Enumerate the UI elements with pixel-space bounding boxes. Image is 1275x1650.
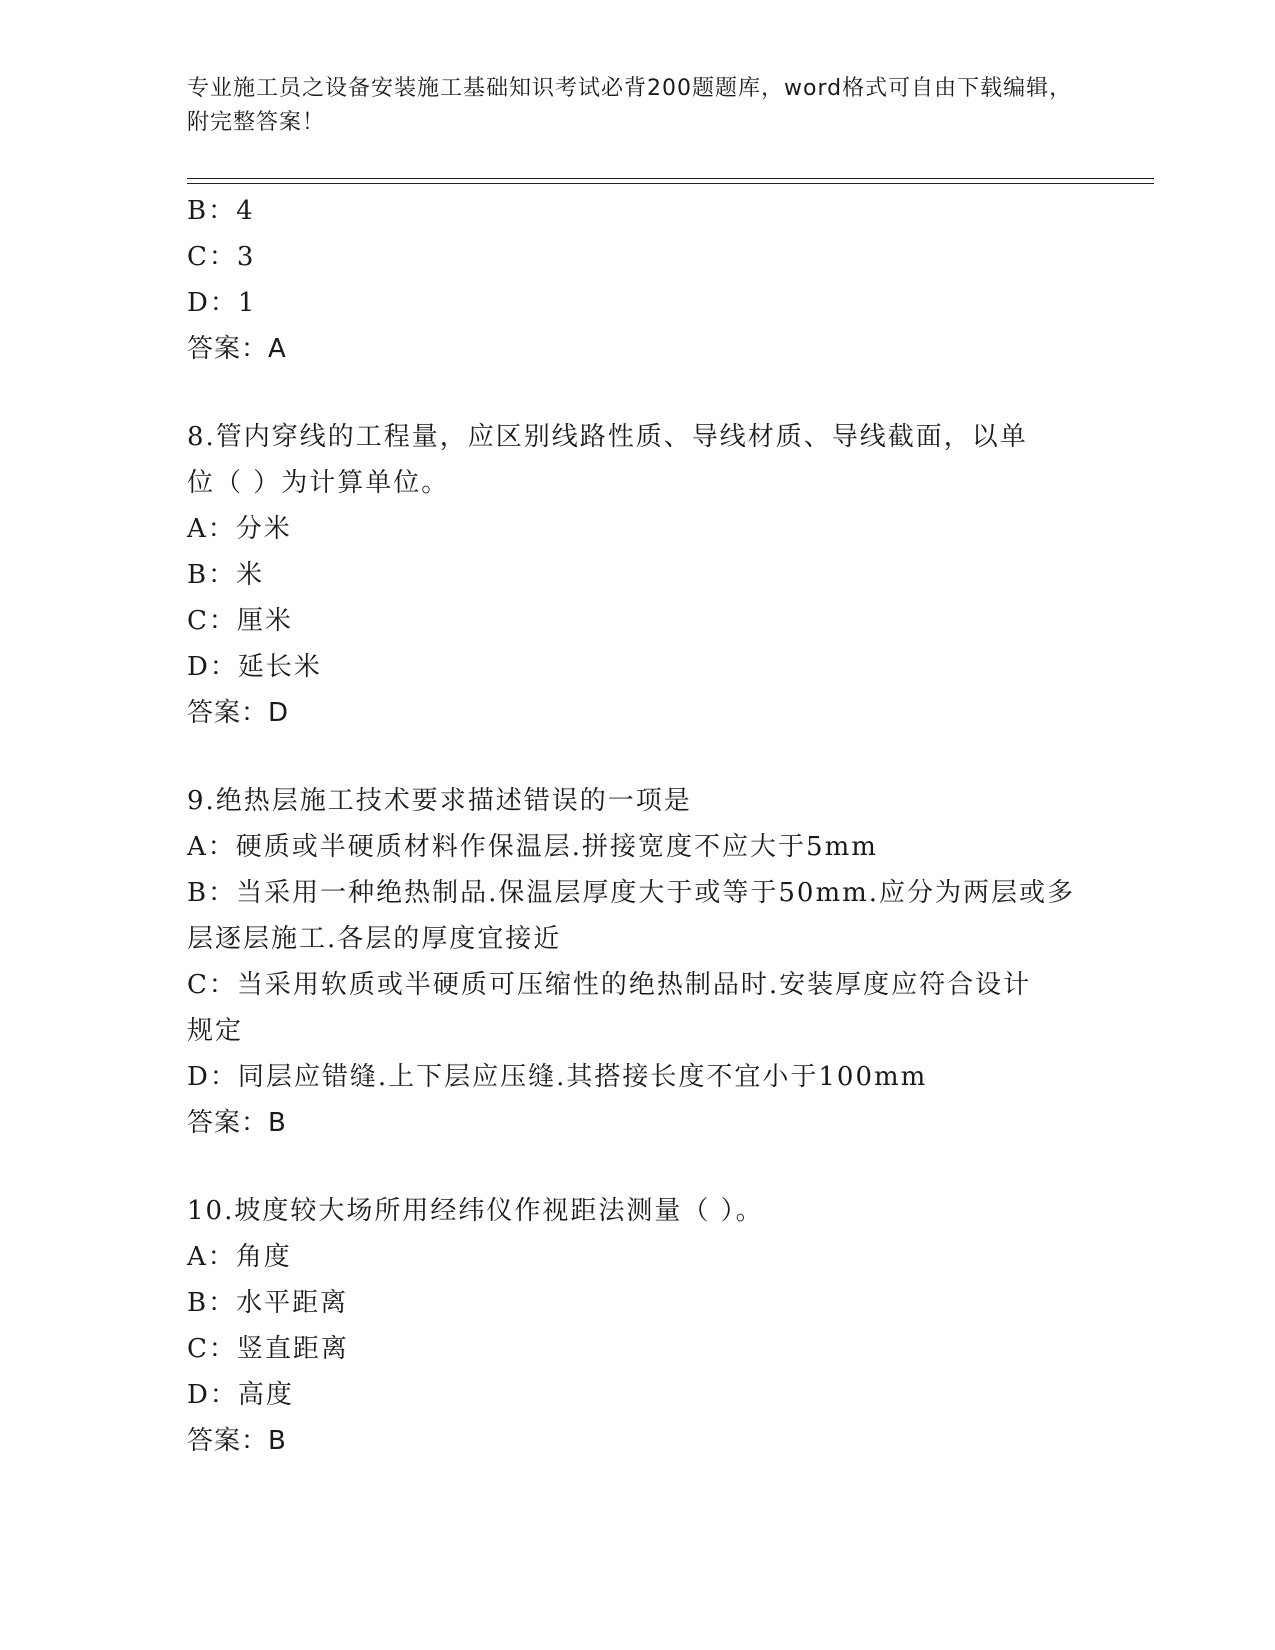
page-header	[187, 72, 1087, 140]
option-b: B：4	[187, 196, 255, 226]
header-rule-top	[187, 178, 1154, 179]
option-c-continued: 规定	[187, 1016, 244, 1046]
option-b: B：米	[187, 560, 265, 590]
answer: 答案：B	[187, 1108, 287, 1138]
question-10	[187, 1188, 1087, 1464]
option-d: D：延长米	[187, 652, 322, 682]
question-8	[187, 414, 1087, 736]
option-d: D：1	[187, 288, 257, 318]
option-d: D：高度	[187, 1380, 294, 1410]
option-c: C：竖直距离	[187, 1334, 349, 1364]
option-b: B：当采用一种绝热制品.保温层厚度大于或等于50mm.应分为两层或多	[187, 878, 1076, 908]
option-a: A：分米	[187, 514, 292, 544]
question-9	[187, 778, 1087, 1146]
header-text: 专业施工员之设备安装施工基础知识考试必背200题题库，word格式可自由下载编辑，附完整答案！	[187, 76, 1073, 135]
option-b-continued: 层逐层施工.各层的厚度宜接近	[187, 924, 562, 954]
option-c: C：厘米	[187, 606, 293, 636]
answer: 答案：B	[187, 1426, 287, 1456]
answer: 答案：A	[187, 334, 287, 364]
option-c: C：当采用软质或半硬质可压缩性的绝热制品时.安装厚度应符合设计	[187, 970, 1032, 1000]
document-body	[187, 188, 1087, 1464]
question-stem: 9.绝热层施工技术要求描述错误的一项是	[187, 786, 692, 816]
question-7-continued	[187, 188, 1087, 372]
question-stem: 位（ ）为计算单位。	[187, 468, 450, 498]
option-b: B：水平距离	[187, 1288, 349, 1318]
question-stem: 10.坡度较大场所用经纬仪作视距法测量（ ）。	[187, 1196, 764, 1226]
option-a: A：硬质或半硬质材料作保温层.拼接宽度不应大于5mm	[187, 832, 878, 862]
answer: 答案：D	[187, 698, 290, 728]
option-d: D：同层应错缝.上下层应压缝.其搭接长度不宜小于100mm	[187, 1062, 928, 1092]
header-rule-bottom	[187, 183, 1154, 184]
option-c: C：3	[187, 242, 256, 272]
option-a: A：角度	[187, 1242, 292, 1272]
question-stem: 8.管内穿线的工程量，应区别线路性质、导线材质、导线截面，以单	[187, 422, 1028, 452]
